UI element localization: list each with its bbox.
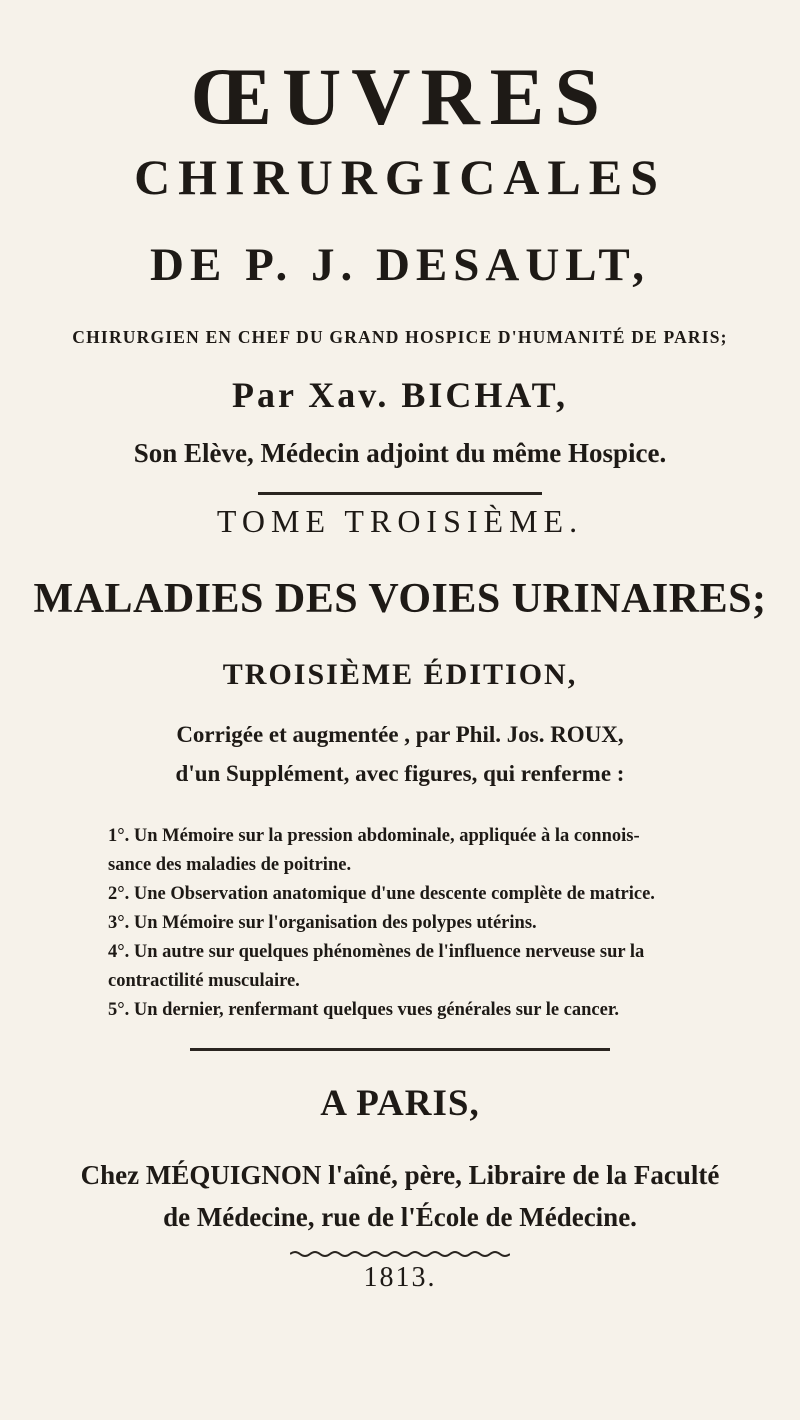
author-role: Son Elève, Médecin adjoint du même Hospice. <box>133 438 667 468</box>
imprint-publisher-line-2: de Médecine, rue de l'École de Médecine. <box>163 1202 637 1232</box>
contents-item <box>108 880 728 909</box>
volume-tome: TOME TROISIÈME. <box>216 503 584 539</box>
contents-item-number: 3°. <box>108 913 130 933</box>
title-line-author-name: DE P. J. DESAULT, <box>150 239 650 291</box>
contents-item-text: contractilité musculaire. <box>108 971 300 991</box>
contents-item-number: 5°. <box>108 1000 130 1020</box>
edition-supplement: d'un Supplément, avec figures, qui renferme : <box>175 761 625 786</box>
contents-item <box>108 822 728 880</box>
imprint-publisher-line-1: Chez MÉQUIGNON l'aîné, père, Libraire de la Faculté <box>80 1160 720 1190</box>
contents-item-text: Un autre sur quelques phénomènes de l'influence nerveuse sur la <box>133 942 645 962</box>
ornament-wavy-rule <box>290 1250 510 1258</box>
contents-item-text: Un dernier, renfermant quelques vues générales sur le cancer. <box>133 1000 619 1020</box>
subtitle-surgeon-title: CHIRURGIEN EN CHEF DU GRAND HOSPICE D'HUMANITÉ DE PARIS; <box>72 327 728 347</box>
author-byline: Par Xav. BICHAT, <box>231 375 569 415</box>
imprint-city: A PARIS, <box>320 1083 480 1124</box>
contents-list <box>108 822 728 1025</box>
contents-item-number: 1°. <box>108 826 130 846</box>
contents-item-text: Un Mémoire sur l'organisation des polypes utérins. <box>133 913 537 933</box>
contents-item-number: 2°. <box>108 884 130 904</box>
title-line-chirurgicales: CHIRURGICALES <box>134 149 666 205</box>
divider-rule-bottom <box>190 1048 610 1051</box>
contents-item <box>108 909 728 938</box>
contents-item-number: 4°. <box>108 942 130 962</box>
divider-rule-top <box>258 492 542 495</box>
title-line-oeuvres: ŒUVRES <box>190 51 610 142</box>
contents-item <box>108 938 728 996</box>
volume-subject: MALADIES DES VOIES URINAIRES; <box>33 576 767 622</box>
imprint-year: 1813. <box>363 1262 437 1293</box>
contents-item <box>108 996 728 1025</box>
contents-item-text: Une Observation anatomique d'une descente complète de matrice. <box>133 884 655 904</box>
edition-credit: Corrigée et augmentée , par Phil. Jos. ROUX, <box>176 722 624 747</box>
edition-label: TROISIÈME ÉDITION, <box>222 658 578 691</box>
contents-item-text: sance des maladies de poitrine. <box>108 855 352 875</box>
contents-item-text: Un Mémoire sur la pression abdominale, appliquée à la connois- <box>133 826 640 846</box>
